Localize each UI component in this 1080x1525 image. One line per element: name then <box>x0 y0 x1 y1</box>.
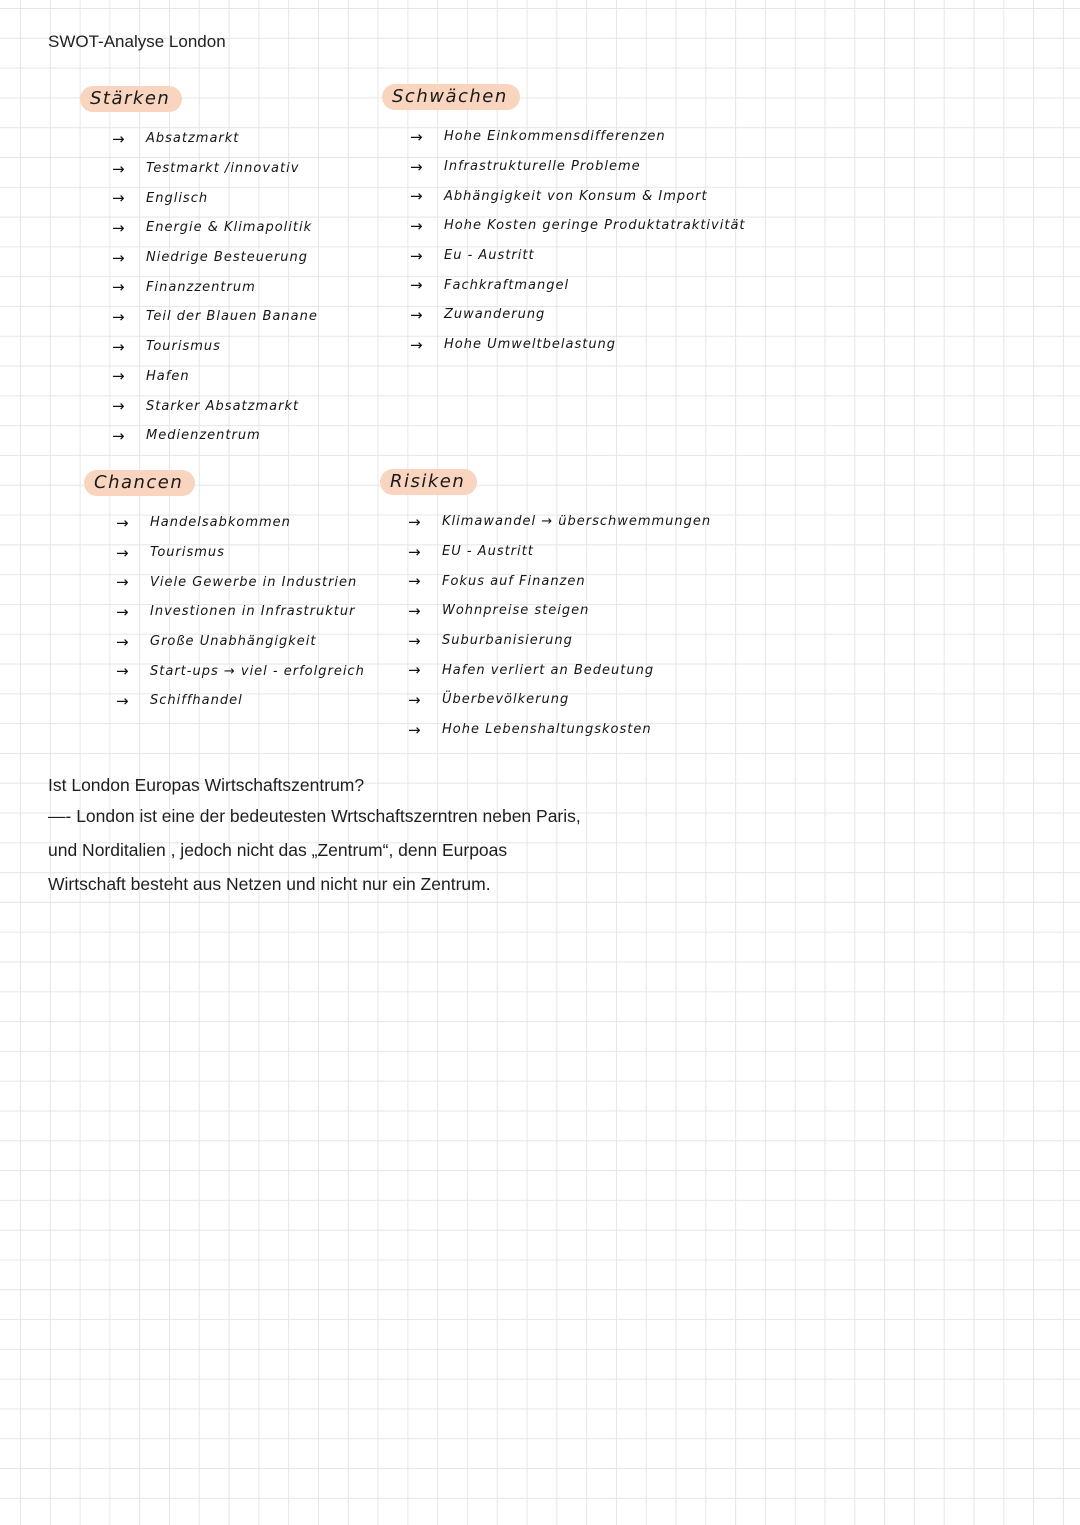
list-item-text: Start-ups → viel - erfolgreich <box>150 663 365 679</box>
arrow-icon: → <box>410 276 423 295</box>
arrow-icon: → <box>410 216 423 235</box>
arrow-icon: → <box>410 335 423 354</box>
arrow-icon: → <box>112 218 125 237</box>
arrow-icon: → <box>112 189 125 208</box>
list-item-text: Starker Absatzmarkt <box>146 398 300 414</box>
list-item-text: Tourismus <box>150 545 225 561</box>
arrow-icon: → <box>112 129 125 148</box>
arrow-icon: → <box>408 601 421 620</box>
list-item-text: Zuwanderung <box>444 307 546 323</box>
threats-list <box>408 507 711 745</box>
list-item <box>408 507 711 537</box>
arrow-icon: → <box>408 690 421 709</box>
list-item-text: Niedrige Besteuerung <box>146 250 309 266</box>
list-item <box>408 596 711 626</box>
arrow-icon: → <box>116 662 129 681</box>
list-item <box>112 421 318 451</box>
conclusion-question: Ist London Europas Wirtschaftszentrum? <box>48 775 365 795</box>
arrow-icon: → <box>116 543 129 562</box>
list-item-text: Absatzmarkt <box>146 131 240 147</box>
conclusion <box>48 772 668 905</box>
arrow-icon: → <box>112 278 125 297</box>
list-item-text: Schiffhandel <box>150 693 243 709</box>
opportunities-list <box>116 508 365 716</box>
arrow-icon: → <box>112 248 125 267</box>
list-item <box>408 626 711 656</box>
weaknesses-list <box>410 122 746 360</box>
list-item-text: Handelsabkommen <box>150 515 291 531</box>
conclusion-line: —- London ist eine der bedeutesten Wrtschaftszerntren neben Paris, <box>48 806 581 826</box>
strengths-heading: Stärken <box>80 86 182 112</box>
list-item <box>116 656 365 686</box>
list-item <box>112 124 318 154</box>
list-item <box>408 655 711 685</box>
arrow-icon: → <box>410 157 423 176</box>
list-item <box>116 567 365 597</box>
arrow-icon: → <box>410 187 423 206</box>
list-item <box>112 362 318 392</box>
list-item-text: Klimawandel → überschwemmungen <box>442 514 712 530</box>
arrow-icon: → <box>408 661 421 680</box>
list-item <box>410 300 746 330</box>
list-item <box>408 715 711 745</box>
list-item <box>116 597 365 627</box>
arrow-icon: → <box>112 426 125 445</box>
list-item <box>410 181 746 211</box>
arrow-icon: → <box>112 307 125 326</box>
arrow-icon: → <box>116 513 129 532</box>
list-item-text: Tourismus <box>146 339 221 355</box>
strengths-list <box>112 124 318 451</box>
arrow-icon: → <box>112 397 125 416</box>
arrow-icon: → <box>116 602 129 621</box>
list-item-text: Hafen verliert an Bedeutung <box>442 662 655 678</box>
list-item <box>116 538 365 568</box>
opportunities-section <box>84 470 365 716</box>
list-item-text: Englisch <box>146 190 209 206</box>
list-item-text: Eu - Austritt <box>444 248 535 264</box>
list-item <box>112 154 318 184</box>
weaknesses-section <box>382 84 746 360</box>
arrow-icon: → <box>408 572 421 591</box>
list-item-text: Teil der Blauen Banane <box>146 309 318 325</box>
list-item <box>410 122 746 152</box>
arrow-icon: → <box>410 127 423 146</box>
list-item <box>408 685 711 715</box>
arrow-icon: → <box>116 573 129 592</box>
list-item-text: Medienzentrum <box>146 428 261 444</box>
list-item <box>116 686 365 716</box>
threats-heading: Risiken <box>380 469 477 495</box>
list-item <box>410 241 746 271</box>
list-item <box>112 213 318 243</box>
list-item <box>410 211 746 241</box>
conclusion-line: Wirtschaft besteht aus Netzen und nicht nur ein Zentrum. <box>48 874 491 894</box>
list-item <box>112 302 318 332</box>
list-item-text: Hohe Einkommensdifferenzen <box>444 129 666 145</box>
list-item-text: Abhängigkeit von Konsum & Import <box>444 188 708 204</box>
arrow-icon: → <box>116 632 129 651</box>
arrow-icon: → <box>410 305 423 324</box>
list-item-text: Finanzzentrum <box>146 279 256 295</box>
opportunities-heading: Chancen <box>84 470 195 496</box>
list-item-text: Suburbanisierung <box>442 633 573 649</box>
threats-section <box>380 469 711 745</box>
list-item-text: EU - Austritt <box>442 544 534 560</box>
list-item-text: Fokus auf Finanzen <box>442 573 586 589</box>
strengths-section <box>80 86 318 451</box>
list-item-text: Hohe Kosten geringe Produktatraktivität <box>444 218 746 234</box>
arrow-icon: → <box>116 691 129 710</box>
list-item <box>112 243 318 273</box>
arrow-icon: → <box>408 512 421 531</box>
list-item <box>410 330 746 360</box>
arrow-icon: → <box>408 720 421 739</box>
list-item <box>112 332 318 362</box>
list-item-text: Große Unabhängigkeit <box>150 634 317 650</box>
arrow-icon: → <box>112 367 125 386</box>
page-title: SWOT-Analyse London <box>48 32 226 51</box>
list-item-text: Hafen <box>146 368 190 384</box>
list-item <box>116 508 365 538</box>
list-item-text: Infrastrukturelle Probleme <box>444 159 641 175</box>
list-item-text: Hohe Umweltbelastung <box>444 337 617 353</box>
list-item-text: Investionen in Infrastruktur <box>150 604 356 620</box>
list-item-text: Fachkraftmangel <box>444 277 570 293</box>
list-item-text: Energie & Klimapolitik <box>146 220 313 236</box>
arrow-icon: → <box>112 337 125 356</box>
list-item-text: Viele Gewerbe in Industrien <box>150 574 358 590</box>
weaknesses-heading: Schwächen <box>382 84 520 110</box>
list-item <box>116 627 365 657</box>
list-item-text: Überbevölkerung <box>442 692 570 708</box>
arrow-icon: → <box>112 159 125 178</box>
list-item-text: Wohnpreise steigen <box>442 603 590 619</box>
arrow-icon: → <box>408 631 421 650</box>
list-item <box>112 391 318 421</box>
arrow-icon: → <box>408 542 421 561</box>
list-item-text: Hohe Lebenshaltungskosten <box>442 722 652 738</box>
arrow-icon: → <box>410 246 423 265</box>
list-item <box>112 272 318 302</box>
conclusion-line: und Norditalien , jedoch nicht das „Zentrum“, denn Eurpoas <box>48 840 508 860</box>
list-item <box>112 183 318 213</box>
list-item <box>408 537 711 567</box>
list-item <box>410 152 746 182</box>
list-item <box>408 566 711 596</box>
list-item-text: Testmarkt /innovativ <box>146 161 300 177</box>
list-item <box>410 270 746 300</box>
